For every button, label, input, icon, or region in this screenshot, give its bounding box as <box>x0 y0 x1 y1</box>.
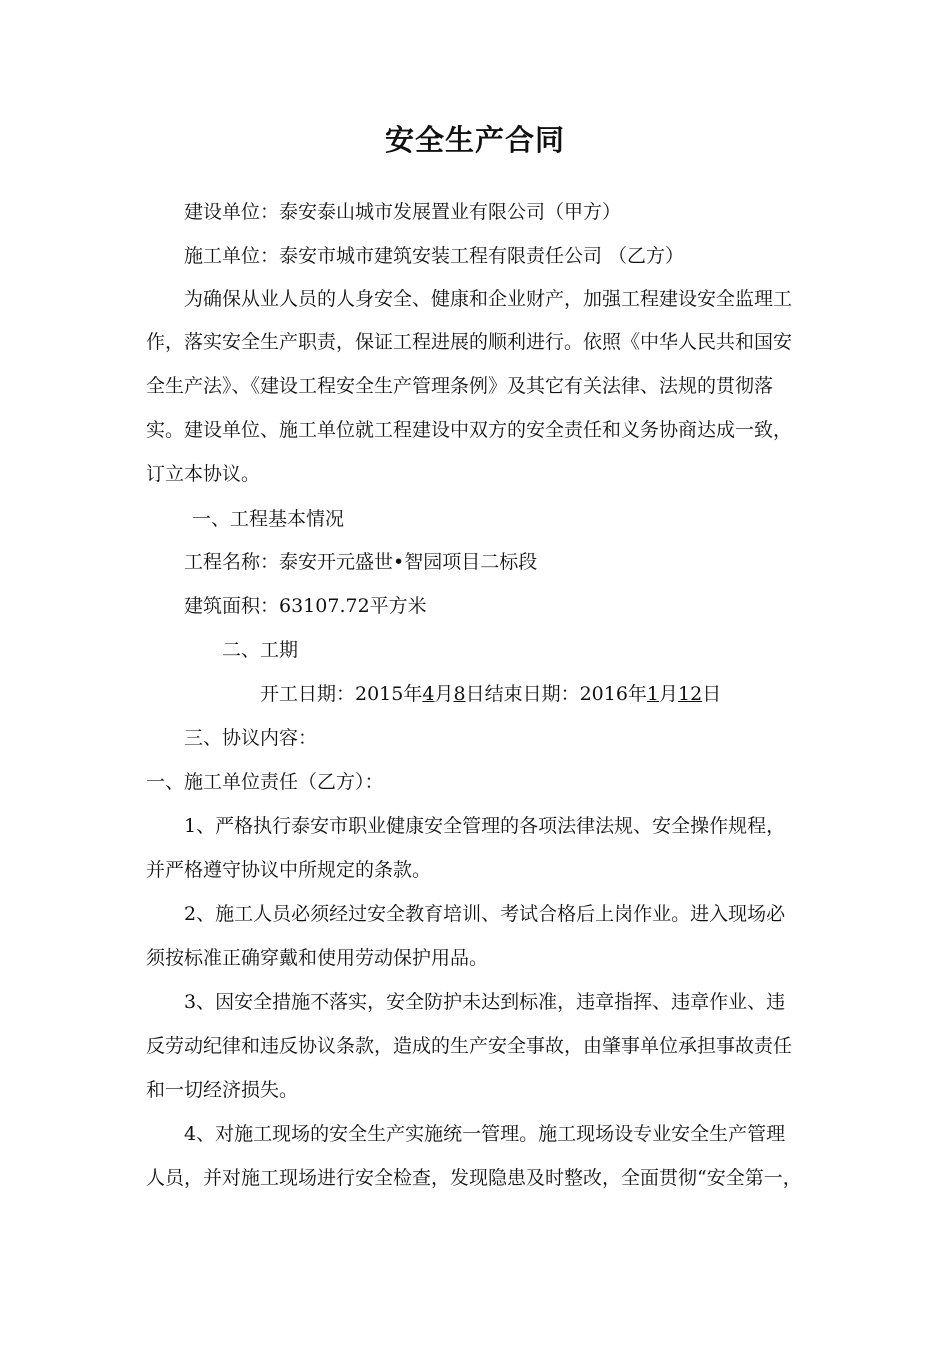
clause-line: 3、因安全措施不落实，安全防护未达到标准，违章指挥、违章作业、违 <box>184 991 786 1013</box>
preamble-line: 实。建设单位、施工单位就工程建设中双方的安全责任和义务协商达成一致， <box>146 419 793 441</box>
clause-line: 1、严格执行泰安市职业健康安全管理的各项法律法规、安全操作规程， <box>184 815 786 837</box>
clause-line: 反劳动纪律和违反协议条款，造成的生产安全事故，由肇事单位承担事故责任 <box>146 1035 793 1057</box>
sub-heading: 一、施工单位责任（乙方）： <box>146 771 384 793</box>
clause-line: 须按标准正确穿戴和使用劳动保护用品。 <box>146 947 489 969</box>
document-title: 安全生产合同 <box>384 123 565 157</box>
clause-line: 并严格遵守协议中所规定的条款。 <box>146 859 432 881</box>
section-heading: 一、工程基本情况 <box>192 508 345 530</box>
section-heading: 二、工期 <box>222 639 299 661</box>
preamble-line: 全生产法》、《建设工程安全生产管理条例》及其它有关法律、法规的贯彻落 <box>146 375 774 397</box>
contractor-party: 施工单位：泰安市城市建筑安装工程有限责任公司 （乙方） <box>184 245 685 267</box>
end-month: 1 <box>646 683 660 705</box>
clause-line: 2、施工人员必须经过安全教育培训、考试合格后上岗作业。进入现场必 <box>184 903 786 925</box>
clause-line: 4、对施工现场的安全生产实施统一管理。施工现场设专业安全生产管理 <box>184 1123 786 1145</box>
building-area: 建筑面积：63107.72平方米 <box>184 595 427 617</box>
start-day: 8 <box>453 683 466 705</box>
start-month: 4 <box>422 683 435 705</box>
preamble-line: 订立本协议。 <box>146 463 261 485</box>
clause-line: 和一切经济损失。 <box>146 1079 299 1101</box>
clause-line: 人员，并对施工现场进行安全检查，发现隐患及时整改，全面贯彻“安全第一， <box>146 1167 802 1189</box>
section-heading: 三、协议内容： <box>184 727 318 749</box>
preamble-line: 作，落实安全生产职责，保证工程进展的顺利进行。依照《中华人民共和国安 <box>146 331 793 353</box>
preamble-line: 为确保从业人员的人身安全、健康和企业财产，加强工程建设安全监理工 <box>184 288 793 310</box>
schedule-dates: 开工日期：2015年4月8日结束日期：2016年1月12日 <box>260 683 722 705</box>
end-day: 12 <box>678 683 703 705</box>
builder-party: 建设单位：泰安泰山城市发展置业有限公司（甲方） <box>184 201 622 223</box>
project-name: 工程名称：泰安开元盛世•智园项目二标段 <box>184 551 538 573</box>
